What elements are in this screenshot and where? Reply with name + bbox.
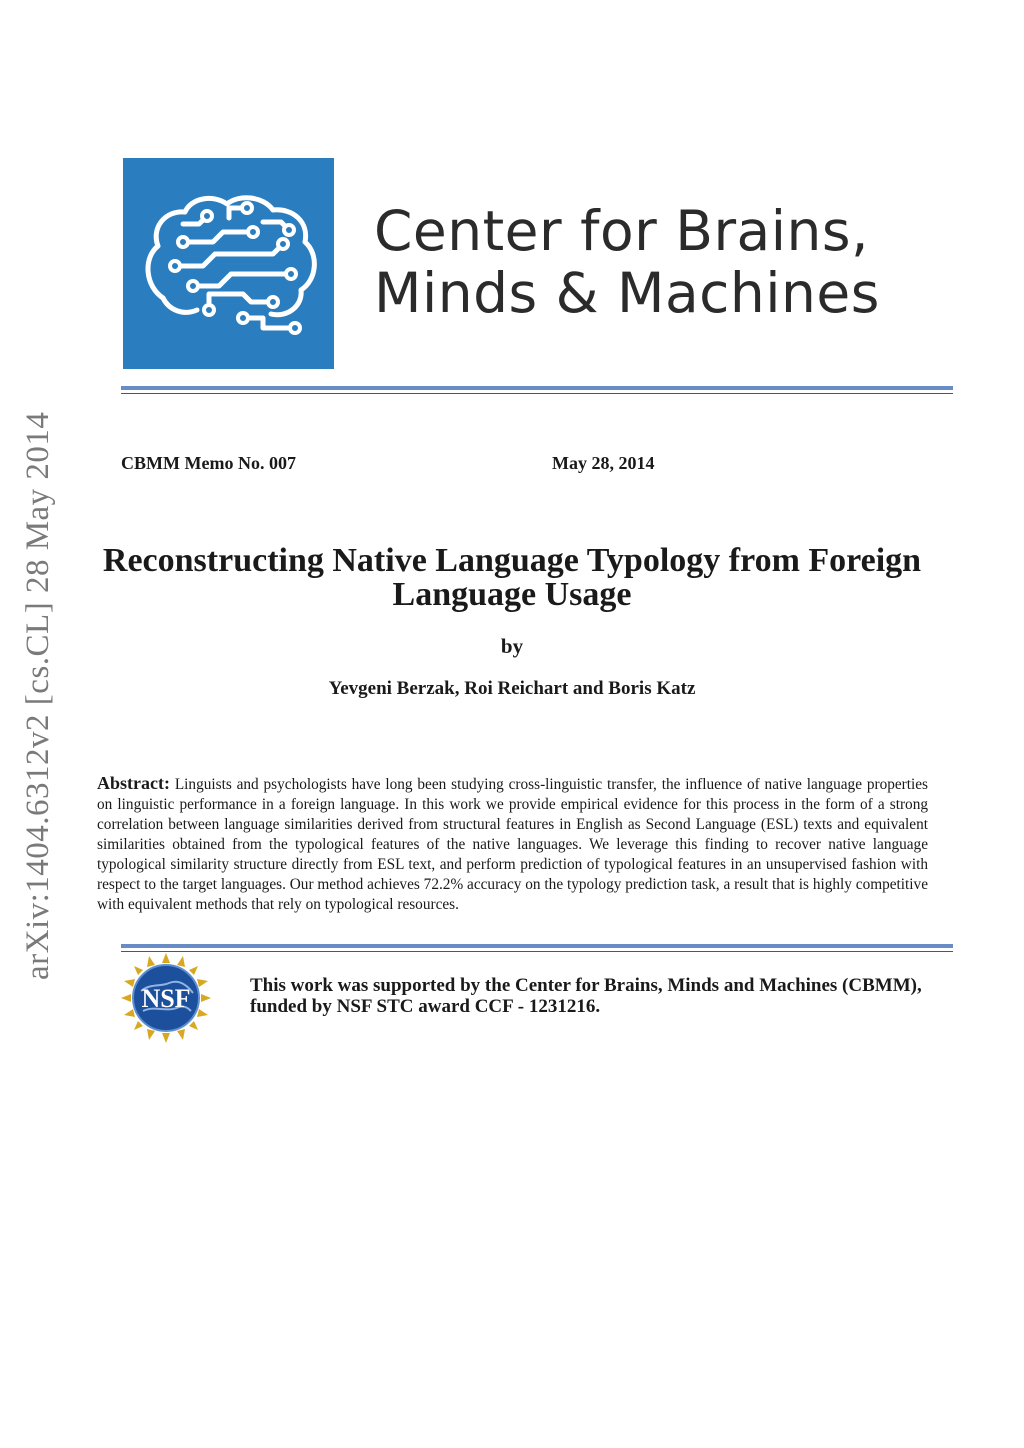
header-rule-thick [121, 386, 953, 390]
center-name-line1: Center for Brains, [374, 199, 870, 263]
byline-by: by [500, 634, 524, 658]
nsf-logo-text: NSF [141, 984, 191, 1013]
nsf-logo [121, 953, 211, 1043]
paper-title: Reconstructing Native Language Typology from Foreign Language Usage [102, 542, 922, 613]
memo-number: CBMM Memo No. 007 [121, 453, 296, 473]
abstract [97, 773, 928, 915]
paper-authors: Yevgeni Berzak, Roi Reichart and Boris Katz [328, 678, 696, 699]
footer-rule-thin [121, 951, 953, 952]
header-rule-thin [121, 393, 953, 394]
abstract-text: Linguists and psychologists have long been studying cross-linguistic transfer, the influence of native language properties on linguistic performance in a foreign language. In this work we provide empirical evidence for this process in the form of a strong correlation between language similarities derived from structural features in English as Second Language (ESL) texts and equivalent similarities obtained from the typological features of the native languages. We leverage this finding to recover native language typological similarity structure directly from ESL text, and perform prediction of typological features in an unsupervised fashion with respect to the target languages. Our method achieves 72.2% accuracy on the typology prediction task, a result that is highly competitive with equivalent methods that rely on typological resources. [97, 776, 928, 913]
center-name [374, 200, 880, 324]
cbmm-logo [123, 158, 334, 369]
brain-circuit-icon [123, 158, 334, 369]
footer-rule-thick [121, 944, 953, 948]
funding-acknowledgment: This work was supported by the Center for Brains, Minds and Machines (CBMM), funded by NSF STC award CCF - 1231216. [250, 975, 922, 1017]
memo-date: May 28, 2014 [552, 453, 655, 473]
abstract-label: Abstract: [97, 773, 170, 793]
center-name-line2: Minds & Machines [374, 261, 880, 325]
arxiv-identifier-stamp: arXiv:1404.6312v2 [cs.CL] 28 May 2014 [20, 411, 56, 980]
